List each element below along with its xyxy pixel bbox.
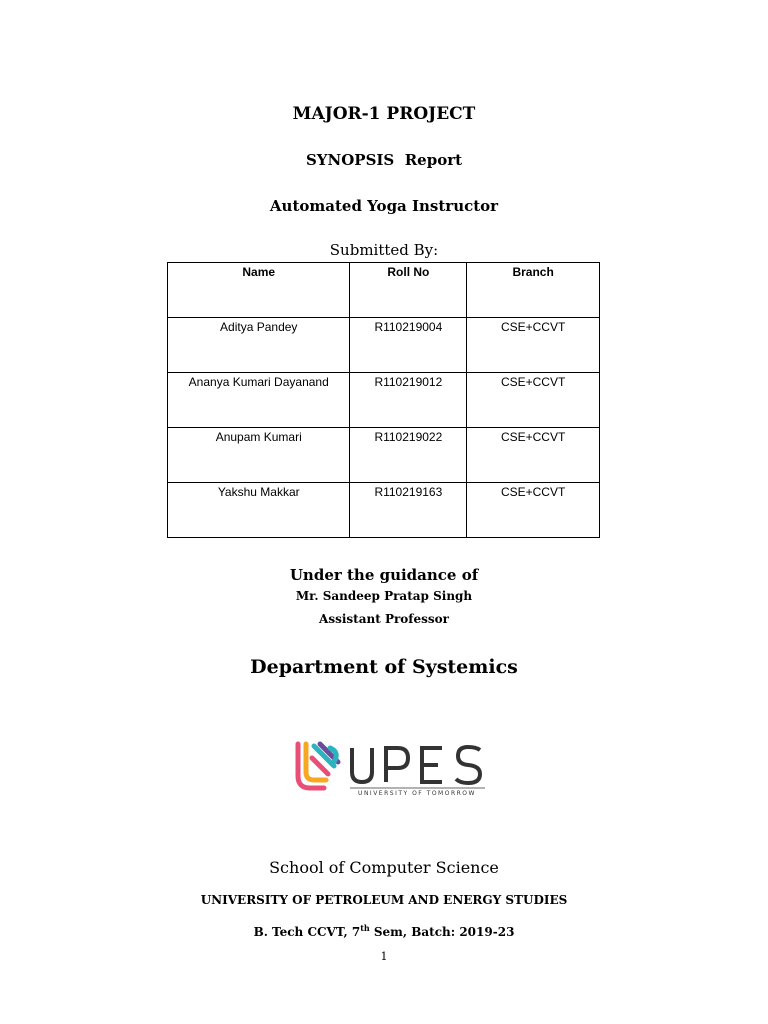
project-name: Automated Yoga Instructor [269,197,499,215]
upes-logo-icon [290,736,490,796]
header-branch: Branch [467,263,600,318]
table-row [168,318,600,373]
table-row [168,428,600,483]
cell-name: Yakshu Makkar [168,483,350,538]
header-name: Name [168,263,350,318]
logo-tagline: UNIVERSITY OF TOMORROW [358,790,476,796]
cell-name: Ananya Kumari Dayanand [168,373,350,428]
cell-roll: R110219163 [350,483,467,538]
submitted-by-label: Submitted By: [329,241,439,259]
cell-roll: R110219012 [350,373,467,428]
students-table [167,262,600,538]
page-number: 1 [380,950,388,963]
cell-branch: CSE+CCVT [467,483,600,538]
guide-name: Mr. Sandeep Pratap Singh [295,589,473,603]
university-name: UNIVERSITY OF PETROLEUM AND ENERGY STUDIES [200,893,568,907]
header-roll-no: Roll No [350,263,467,318]
cell-roll: R110219004 [350,318,467,373]
school-name: School of Computer Science [269,858,499,877]
guidance-heading: Under the guidance of [289,566,479,584]
course-details [0,923,768,939]
department-name: Department of Systemics [250,656,518,678]
cell-branch: CSE+CCVT [467,373,600,428]
course-sup: th [360,923,370,933]
report-type: SYNOPSIS Report [305,151,463,169]
course-suffix: Sem, Batch: 2019-23 [369,925,515,939]
guide-title: Assistant Professor [319,612,449,626]
cell-branch: CSE+CCVT [467,318,600,373]
project-title: MAJOR-1 PROJECT [292,104,476,124]
table-header-row [168,263,600,318]
course-prefix: B. Tech CCVT, 7 [253,925,361,939]
table-row [168,483,600,538]
cell-name: Anupam Kumari [168,428,350,483]
cell-name: Aditya Pandey [168,318,350,373]
cell-roll: R110219022 [350,428,467,483]
cell-branch: CSE+CCVT [467,428,600,483]
table-row [168,373,600,428]
